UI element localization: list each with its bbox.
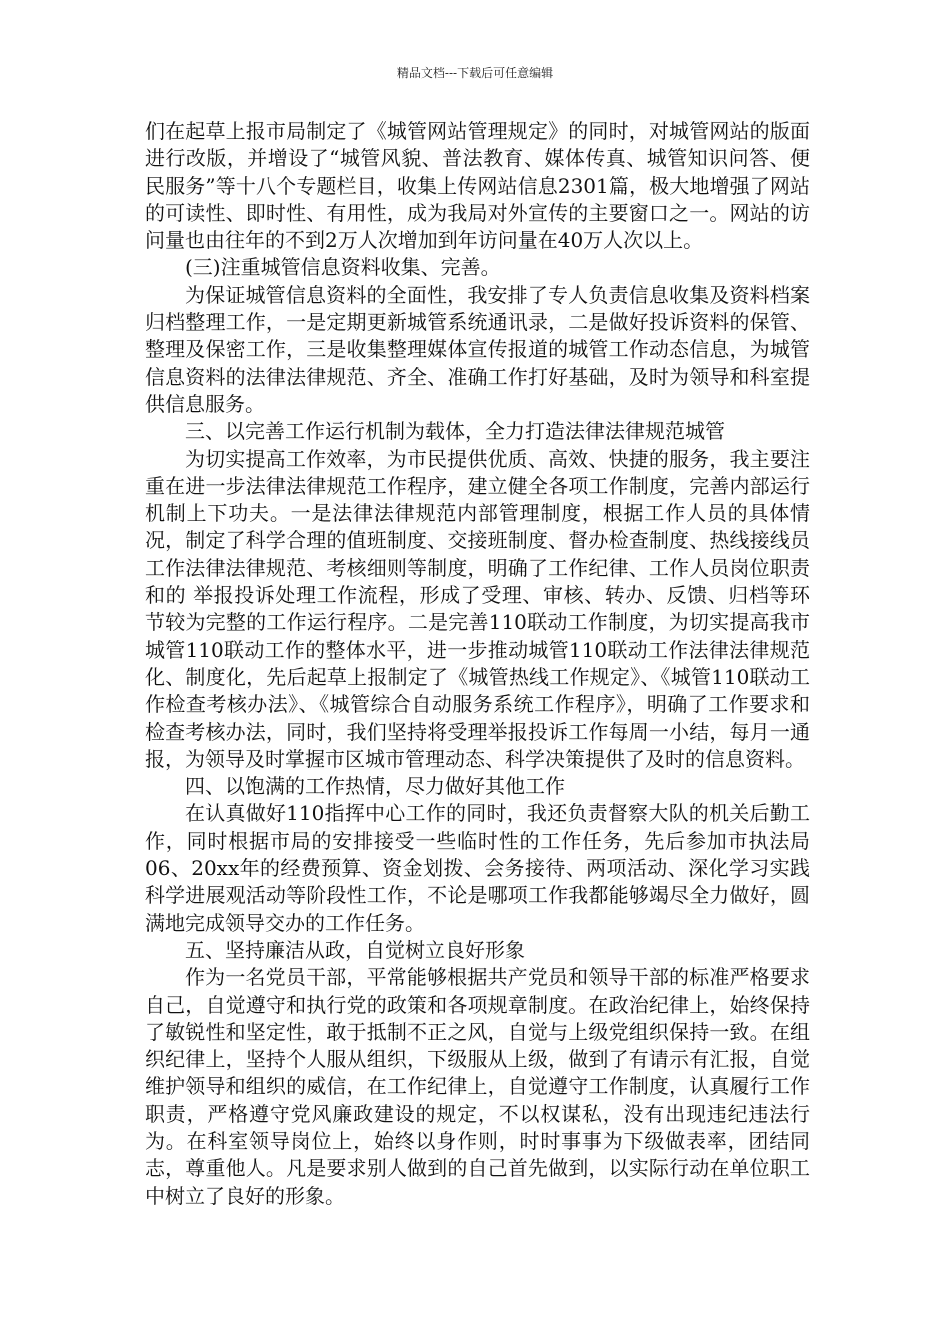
page-header: 精品文档---下载后可任意编辑 xyxy=(396,66,554,80)
section-heading: 三、以完善工作运行机制为载体，全力打造法律法律规范城管 xyxy=(185,419,725,444)
paragraph: 为保证城管信息资料的全面性，我安排了专人负责信息收集及资料档案归档整理工作，一是定期更新城管系统通讯录，二是做好投诉资料的保管、整理及保密工作，三是收集整理媒体宣传报道的城管工作动态信息，为城管信息资料的法律法律规范、齐全、准确工作打好基础，及时为领导和科室提供信息服务。 xyxy=(145,282,810,416)
section-heading: (三)注重城管信息资料收集、完善。 xyxy=(185,255,501,280)
paragraph: 作为一名党员干部，平常能够根据共产党员和领导干部的标准严格要求自己，自觉遵守和执行党的政策和各项规章制度。在政治纪律上，始终保持了敏锐性和坚定性，敢于抵制不正之风，自觉与上级党组织保持一致。在组织纪律上，坚持个人服从组织，下级服从上级，做到了有请示有汇报，自觉维护领导和组织的威信，在工作纪律上，自觉遵守工作制度，认真履行工作职责，严格遵守党风廉政建设的规定，不以权谋私，没有出现违纪违法行为。在科室领导岗位上，始终以身作则，时时事事为下级做表率，团结同志，尊重他人。凡是要求别人做到的自己首先做到，以实际行动在单位职工中树立了良好的形象。 xyxy=(145,965,810,1208)
section-heading: 四、以饱满的工作热情，尽力做好其他工作 xyxy=(185,774,565,799)
document-body xyxy=(145,118,810,1210)
paragraph: 们在起草上报市局制定了《城管网站管理规定》的同时，对城管网站的版面进行改版，并增设了“城管风貌、普法教育、媒体传真、城管知识问答、便民服务”等十八个专题栏目，收集上传网站信息2301篇，极大地增强了网站的可读性、即时性、有用性，成为我局对外宣传的主要窗口之一。网站的访问量也由往年的不到2万人次增加到年访问量在40万人次以上。 xyxy=(145,119,810,253)
paragraph: 为切实提高工作效率，为市民提供优质、高效、快捷的服务，我主要注重在进一步法律法律规范工作程序，建立健全各项工作制度，完善内部运行机制上下功夫。一是法律法律规范内部管理制度，根据工作人员的具体情况，制定了科学合理的值班制度、交接班制度、督办检查制度、热线接线员工作法律法律规范、考核细则等制度，明确了工作纪律、工作人员岗位职责和的 举报投诉处理工作流程，形成了受理、审核、转办、反馈、归档等环节较为完整的工作运行程序。二是完善110联动工作制度，为切实提高我市城管110联动工作的整体水平，进一步推动城管110联动工作法律法律规范化、制度化，先后起草上报制定了《城管热线工作规定》、《城管110联动工作检查考核办法》、《城管综合自动服务系统工作程序》，明确了工作要求和检查考核办法，同时，我们坚持将受理举报投诉工作每周一小结，每月一通报，为领导及时掌握市区城市管理动态、科学决策提供了及时的信息资料。 xyxy=(145,446,810,771)
section-heading: 五、坚持廉洁从政，自觉树立良好形象 xyxy=(185,937,525,962)
paragraph: 在认真做好110指挥中心工作的同时，我还负责督察大队的机关后勤工作，同时根据市局的安排接受一些临时性的工作任务，先后参加市执法局06、20xx年的经费预算、资金划拨、会务接待、两项活动、深化学习实践科学进展观活动等阶段性工作，不论是哪项工作我都能够竭尽全力做好，圆满地完成领导交办的工作任务。 xyxy=(145,801,810,935)
